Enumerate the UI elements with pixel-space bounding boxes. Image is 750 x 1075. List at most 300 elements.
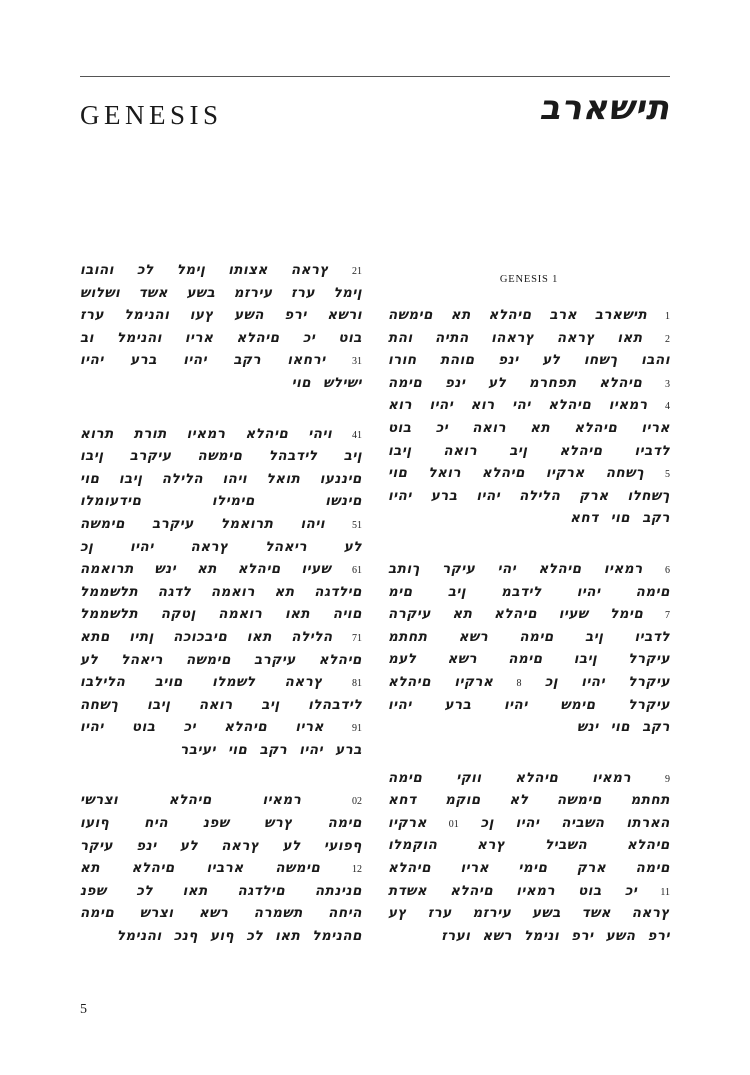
word: עירזמ [233,284,273,301]
text-line [80,860,362,883]
word: םיהלא [224,719,268,736]
text-line [80,652,362,675]
word: ויהי [308,425,333,442]
text-line [80,815,362,838]
word: שעיו [558,606,589,623]
word: דחא [570,510,599,527]
word: רואמה [210,583,255,600]
word: בשע [186,284,216,301]
word: םהנימל [312,928,362,945]
word: לכ [136,882,154,899]
word: ויהו [222,470,248,487]
word: לשמלו [212,674,256,691]
word: םימש [560,696,596,713]
word: וצרש [139,905,174,922]
word: תאו [284,606,311,623]
word: ארקיו [388,814,428,831]
word: םיהלא [494,606,538,623]
word: יהיו [388,696,412,713]
word: םיבכוכה [173,628,228,645]
word: רוא [388,397,413,414]
book-title: GENESIS [80,100,223,130]
word: עיקרל [628,696,670,713]
word: ינפ [136,837,157,854]
word: םימשה [275,860,321,877]
word: םימשה [388,307,434,323]
text-line [80,905,362,928]
word: ץראה [284,674,323,691]
word: עיקרב [254,651,296,668]
word: תא [452,606,473,623]
word: ץרא [477,837,506,854]
word: שעיו [301,561,332,578]
word: ןתיו [129,628,154,645]
word: ןימל [176,262,206,278]
verse-number: 19 [352,723,362,735]
word: םיננעו [319,470,362,487]
word: ינש [576,719,599,736]
word: לע [343,538,362,555]
word: םיהלא [548,397,592,414]
word: םיהלא [626,837,670,854]
word: וב [80,329,94,346]
word: ןימל [333,284,362,301]
word: ץראה [556,329,596,346]
right-column-body [388,307,670,950]
word: םתא [80,628,110,645]
word: ץראה [631,905,670,922]
word: ןיב [343,448,362,465]
word: התיה [435,329,469,346]
text-line [80,883,362,906]
text-line [388,375,670,398]
left-text-column [80,262,362,979]
word: אשד [581,905,612,922]
text-line [80,561,362,584]
verse-number: 13 [351,356,362,368]
word: רקב [642,719,670,736]
word: תאו [246,628,272,645]
paragraph [80,792,362,950]
word: םוי [291,374,312,391]
word: ןיבו [573,651,598,668]
word: תואל [266,470,301,487]
text-line [388,697,670,720]
word: עירזמ [472,905,512,922]
verse-number: 14 [351,429,362,441]
word: תפחרמ [528,374,577,391]
word: םויב [154,674,183,691]
word: םיהלא [388,860,432,877]
word: תא [450,307,471,323]
word: אריו [641,419,670,436]
text-line [80,516,362,539]
word: והנימל [124,307,170,324]
verse-number: 17 [352,632,362,644]
word: רואה [472,419,507,436]
right-text-column [388,262,670,978]
word: ץראה [290,262,329,278]
header-rule [80,76,670,77]
word: ירפ [647,927,670,944]
word: םוי [80,470,100,487]
word: םיהלא [168,792,212,809]
word: ןיב [509,442,528,459]
text-line [80,674,362,697]
text-line [80,375,362,398]
word: םיהלא [237,561,281,578]
word: חורו [388,352,417,369]
word: ארב [549,307,578,323]
word: ןיבו [80,448,104,465]
word: םיהלא [388,673,432,690]
word: לדביו [634,628,670,645]
word: םיהלא [131,860,175,877]
word: תא [274,583,295,600]
word: םימה [327,815,362,832]
word: ןיב [447,583,467,600]
word: םוי [610,719,631,736]
word: לדביו [634,442,670,459]
word: ינפ [445,374,466,391]
word: םינשו [325,493,362,510]
text-line [80,928,362,951]
text-line [388,651,670,674]
word: שפנ [202,815,230,832]
word: היח [144,815,169,832]
word: ךשחו [583,352,618,369]
word: בוט [578,882,602,899]
word: בשע [532,905,561,922]
word: ךותב [388,560,420,577]
word: תשמרה [253,905,303,922]
text-line [388,584,670,607]
word: אצותו [228,262,268,278]
word: םיהלא [450,882,494,899]
verse-number: 7 [664,610,670,622]
text-line [80,330,362,353]
word: עיקר [80,837,114,854]
word: לידבמ [501,583,542,600]
word: רמאיו [603,560,643,577]
paragraph [80,262,362,398]
word: ורשא [327,307,362,324]
word: לע [282,837,301,854]
word: הלילבו [80,674,126,691]
word: רואה [198,696,233,713]
text-line [388,561,670,584]
word: אשד [138,284,168,301]
text-line [80,792,362,815]
word: והנימל [116,329,162,346]
word: תאו [275,928,301,945]
word: םוי [388,465,408,482]
text-line [80,471,362,494]
text-line [388,420,670,443]
word: ןטקה [160,606,196,623]
word: ןכ [544,673,559,690]
word: רשא [198,905,229,922]
word: הלילה [161,470,204,487]
text-line [80,448,362,471]
word: םוי [610,510,631,527]
verse-number: 11 [660,886,670,898]
word: ףפועי [323,837,362,854]
word: תלשממל [80,583,139,600]
word: ערז [290,284,315,301]
word: ךשחלו [627,487,670,504]
chapter-heading: GENESIS 1 [499,274,559,285]
text-line [388,352,670,375]
text-line [388,307,670,330]
word: והת [388,329,413,346]
word: ןיבו [118,470,143,487]
text-line [80,285,362,308]
text-line [388,792,670,815]
verse-number: 20 [351,796,362,808]
word: לע [179,837,199,854]
word: עיקרב [129,448,172,465]
word: ארק [579,487,609,504]
text-line [388,837,670,860]
word: יכ [302,329,316,346]
word: ינפ [498,352,519,369]
verse-number: 5 [664,469,670,481]
text-line [80,838,362,861]
word: םימילו [211,493,255,510]
word: ברע [444,696,472,713]
verse-number: 12 [351,266,362,277]
word: תאו [617,329,643,346]
verse-number: 1 [664,311,670,322]
word: ףנכ [173,928,199,945]
word: תורת [133,425,167,442]
text-line [388,629,670,652]
word: םיהלא [481,465,526,482]
word: םנינתה [314,882,362,899]
word: םוי [227,741,248,758]
text-line [388,815,670,838]
word: םימשה [197,448,243,465]
word: רמאיו [186,425,226,442]
text-line [388,883,670,906]
word: ריאהל [265,538,308,555]
word: רוא [470,397,495,414]
word: ןיבו [146,696,171,713]
text-line [388,330,670,353]
word: תא [80,860,101,877]
word: יהיו [299,741,324,758]
word: ץעו [189,307,214,324]
word: םוהת [440,352,475,369]
word: םיהלא [559,442,603,459]
word: ןיבו [388,442,412,459]
word: ארביו [206,860,244,877]
word: יהיו [576,583,601,600]
word: ףוע [210,928,235,945]
word: רקב [259,741,288,758]
word: לידבהלו [308,696,362,713]
text-line [80,352,362,375]
word: עיקרב [152,515,194,532]
word: םיהלא [318,651,362,668]
word: יהיו [476,487,501,504]
word: יכ [183,719,197,736]
word: לע [488,374,507,391]
word: ןיב [585,628,604,645]
text-line [388,719,670,742]
word: םימה [635,860,670,877]
word: םיהלא [245,425,289,442]
page-number: 5 [80,1002,87,1017]
word: השע [605,927,636,944]
word: ןכ [480,814,494,831]
word: תרואמה [80,561,134,578]
word: ארק [576,860,607,877]
word: ירפ [571,927,594,944]
word: ינש [154,561,177,578]
word: יכ [624,882,638,899]
word: רמאיו [608,397,648,414]
word: השביה [561,814,605,831]
word: םימה [80,905,115,922]
word: לכ [246,928,264,945]
word: ףועו [80,815,110,832]
text-line [80,262,362,285]
word: ארקיו [454,673,494,690]
word: ץראה [190,538,229,555]
verse-number: 4 [664,401,670,413]
word: עיקרל [628,673,670,690]
word: םימ [388,583,413,600]
word: תא [530,419,551,436]
word: יהי [497,560,517,577]
verse-number: 18 [351,678,362,690]
word: תאו [182,882,208,899]
word: ברע [335,741,362,758]
word: יהיו [129,538,154,555]
paragraph [388,307,670,533]
text-line [388,905,670,928]
word: ונימל [523,927,560,944]
word: לע [80,651,99,668]
paragraph [80,426,362,765]
word: םוקמ [445,792,481,809]
text-line [388,443,670,466]
text-line [388,606,670,629]
text-line [80,307,362,330]
word: םויה [332,606,362,623]
word: אריו [460,860,490,877]
word: םימה [388,374,423,391]
word: יהיו [581,673,606,690]
word: רמאיו [262,792,302,809]
word: םימשה [186,651,232,668]
word: יהיו [80,719,104,736]
text-line [388,488,670,511]
text-line [80,539,362,562]
word: ןיב [261,696,280,713]
word: יהיו [503,696,528,713]
word: לידבהל [268,448,318,465]
word: יכ [435,419,449,436]
word: ץרש [264,815,293,832]
word: לעמ [388,651,417,668]
word: ךשחה [80,696,119,713]
verse-number: 16 [351,565,362,577]
word: םילדגה [314,583,362,600]
text-line [80,606,362,629]
word: םימשה [80,515,126,532]
verse-number: 2 [664,333,670,345]
word: םימשה [556,792,602,809]
word: יהי [512,397,531,414]
word: אריו [184,329,214,346]
word: ריאהל [121,651,164,668]
word: יהיו [80,352,104,369]
word: הלילה [291,628,333,645]
word: וערז [441,927,471,944]
verse-number: 15 [351,519,362,531]
word: רשא [458,628,489,645]
word: לא [509,792,529,809]
word: רמאיו [516,882,556,899]
word: םימי [518,860,548,877]
text-line [80,719,362,742]
text-line [388,770,670,793]
word: תרוא [80,425,114,442]
text-line [388,928,670,951]
word: לדגה [157,583,192,600]
word: תלשממל [80,606,139,623]
word: בוט [388,419,412,436]
word: דחא [388,792,417,809]
text-line [388,465,670,488]
word: רשא [447,651,478,668]
word: רואמה [218,606,263,623]
word: םימל [610,606,644,623]
word: םיהלא [515,769,559,786]
word: ערז [427,905,452,922]
word: ווקי [456,769,482,786]
word: בוט [131,719,156,736]
word: ךשחה [605,465,645,482]
word: עיקר [442,560,476,577]
word: לכ [136,262,154,278]
word: םימה [635,583,670,600]
word: ברע [130,352,157,369]
word: םיהלא [488,307,532,323]
word: םיהלא [574,419,618,436]
word: ןכ [80,538,94,555]
word: רואל [428,465,462,482]
word: רשא [482,927,512,944]
text-line [80,426,362,449]
word: אריו [295,719,324,736]
paragraph [388,770,670,951]
word: הארתו [626,814,670,831]
word: םיהלא [538,560,582,577]
verse-number: 21 [352,864,362,876]
word: והובו [80,262,114,278]
text-line [80,493,362,516]
word: הוקמלו [388,837,438,854]
word: תחתמ [630,792,670,809]
word: ץע [388,905,407,922]
word: תא [196,561,217,578]
verse-number: 6 [665,564,670,576]
text-line [388,860,670,883]
